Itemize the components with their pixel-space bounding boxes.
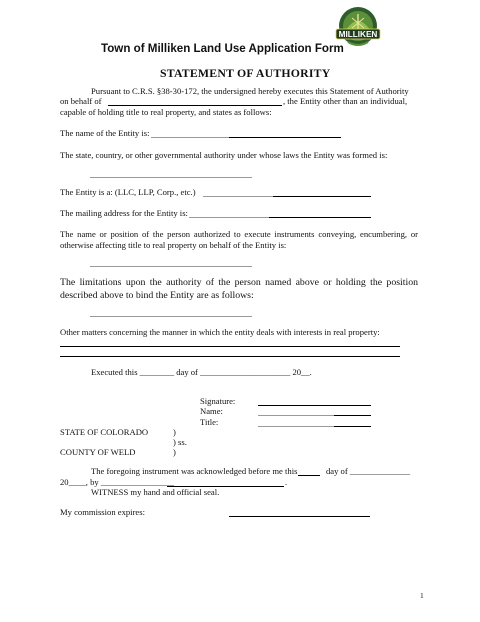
entity-type-label: The Entity is a: (LLC, LLP, Corp., etc.)	[60, 187, 196, 197]
acknowledged-day-field[interactable]	[298, 475, 320, 476]
limitations-label: The limitations upon the authority of the person named above or holding the position described above to bind the Entity are as follows:	[60, 277, 418, 301]
commission-expires-field[interactable]	[229, 516, 370, 517]
venue-paren-open: )	[173, 427, 176, 437]
form-title: Town of Milliken Land Use Application Form	[101, 42, 344, 55]
signature-field[interactable]	[258, 405, 371, 406]
authorized-person-label: The name or position of the person authorized to execute instruments conveying, encumbering, or otherwise affecting title to real property on behalf of the Entity is:	[60, 229, 418, 250]
entity-on-behalf-field[interactable]	[108, 105, 282, 106]
intro-line-2-prefix: on behalf of	[60, 96, 102, 106]
acknowledged-day-of: day of ______________	[326, 466, 411, 476]
entity-type-field[interactable]	[273, 196, 371, 197]
entity-name-field-light[interactable]	[151, 137, 229, 138]
mailing-address-label: The mailing address for the Entity is:	[60, 208, 188, 218]
intro-line-1: Pursuant to C.R.S. §38-30-172, the undersigned hereby executes this Statement of Authority	[91, 86, 409, 96]
venue-paren-close: )	[173, 447, 176, 457]
acknowledged-line-2-end: .	[285, 477, 288, 487]
mailing-address-field[interactable]	[269, 217, 371, 218]
intro-line-2-suffix: , the Entity other than an individual,	[283, 96, 408, 106]
executed-line: Executed this ________ day of _____________________ 20__.	[91, 367, 312, 377]
title-label: Title:	[200, 417, 219, 427]
title-field[interactable]	[334, 426, 371, 427]
venue-ss: ) ss.	[173, 437, 187, 447]
page-number: 1	[420, 591, 424, 600]
other-matters-label: Other matters concerning the manner in which the entity deals with interests in real property:	[60, 327, 380, 337]
commission-label: My commission expires:	[60, 507, 145, 517]
formation-authority-field[interactable]	[90, 177, 252, 178]
name-field[interactable]	[334, 415, 371, 416]
formation-authority-label: The state, country, or other governmental authority under whose laws the Entity was formed is:	[60, 150, 388, 160]
acknowledged-line-1: The foregoing instrument was acknowledged before me this	[91, 466, 298, 476]
title-field-light[interactable]	[258, 426, 334, 427]
authorized-person-field[interactable]	[90, 266, 252, 267]
limitations-field[interactable]	[90, 316, 252, 317]
mailing-address-field-light[interactable]	[189, 217, 269, 218]
venue-county: COUNTY OF WELD	[60, 447, 136, 457]
other-matters-line-2[interactable]	[60, 356, 400, 357]
intro-line-3: capable of holding title to real property, and states as follows:	[60, 107, 272, 117]
name-field-light[interactable]	[258, 415, 334, 416]
statement-heading: STATEMENT OF AUTHORITY	[160, 66, 331, 80]
logo-text: MILLIKEN	[338, 30, 378, 39]
acknowledged-line-2: 20____, by _________________	[60, 477, 174, 487]
entity-name-field[interactable]	[229, 137, 341, 138]
signature-label: Signature:	[200, 396, 236, 406]
witness-line: WITNESS my hand and official seal.	[91, 487, 220, 497]
entity-type-field-light[interactable]	[203, 196, 273, 197]
entity-name-label: The name of the Entity is:	[60, 128, 150, 138]
other-matters-line-1[interactable]	[60, 346, 400, 347]
venue-state: STATE OF COLORADO	[60, 427, 149, 437]
name-label: Name:	[200, 406, 223, 416]
